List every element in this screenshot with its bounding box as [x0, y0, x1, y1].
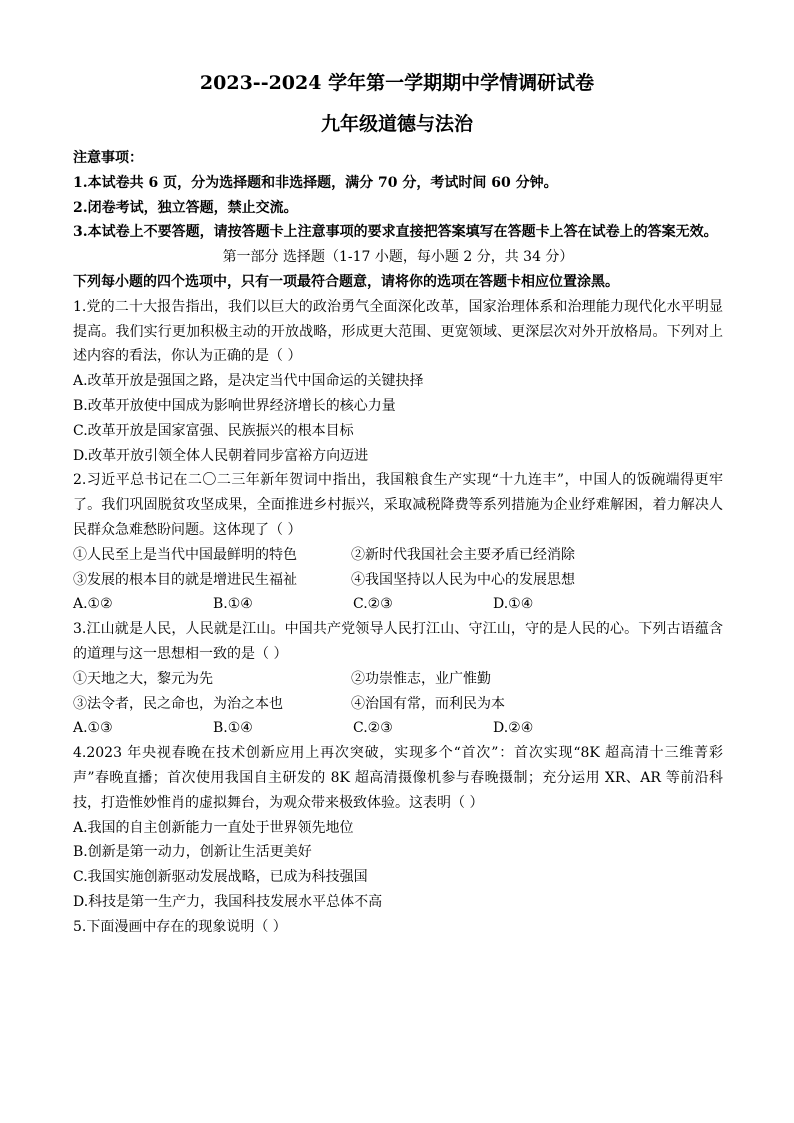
exam-title: 2023--2024 学年第一学期期中学情调研试卷: [199, 72, 595, 94]
question-3-items-row: [73, 667, 723, 692]
section-title: 第一部分 选择题（1-17 小题，每小题 2 分，共 34 分）: [222, 249, 574, 266]
notice-item: 2.闭卷考试，独立答题，禁止交流。: [73, 199, 298, 216]
question-2-item: ①人民至上是当代中国最鲜明的特色: [73, 546, 297, 563]
notice-item: 3.本试卷上不要答题，请按答题卡上注意事项的要求直接把答案填写在答题卡上答在试卷上的答案无效。: [73, 224, 718, 241]
question-2-option: A.①②: [73, 596, 113, 613]
section-instruction: 下列每小题的四个选项中，只有一项最符合题意，请将你的选项在答题卡相应位置涂黑。: [73, 273, 619, 290]
question-3-options: [73, 716, 723, 741]
exam-subject: 九年级道德与法治: [320, 113, 473, 135]
question-2-item: ②新时代我国社会主要矛盾已经消除: [351, 546, 575, 563]
question-3-stem: 3.江山就是人民，人民就是江山。中国共产党领导人民打江山、守江山，守的是人民的心。下列古语蕴含的道理与这一思想相一致的是（ ）: [73, 621, 723, 662]
question-3-item: ①天地之大，黎元为先: [73, 670, 213, 687]
question-4-option: C.我国实施创新驱动发展战略，已成为科技强国: [73, 869, 368, 886]
question-1-option: A.改革开放是强国之路，是决定当代中国命运的关键抉择: [73, 373, 424, 390]
question-2-options: [73, 592, 723, 617]
question-3-option: C.②③: [353, 720, 393, 737]
question-1-stem: 1.党的二十大报告指出，我们以巨大的政治勇气全面深化改革，国家治理体系和治理能力现代化水平明显提高。我们实行更加积极主动的开放战略，形成更大范围、更宽领域、更深层次对外开放格局。下列对上述内容的看法，你认为正确的是（ ）: [73, 298, 723, 365]
question-2-items-row: [73, 568, 723, 593]
question-1-option: D.改革开放引领全体人民朝着同步富裕方向迈进: [73, 447, 369, 464]
question-3-option: D.②④: [493, 720, 534, 737]
question-2-option: B.①④: [213, 596, 253, 613]
question-2-stem: 2.习近平总书记在二〇二三年新年贺词中指出，我国粮食生产实现“十九连丰”，中国人的饭碗端得更牢了。我们巩固脱贫攻坚成果，全面推进乡村振兴，采取减税降费等系列措施为企业纾难解困，着力解决人民群众急难愁盼问题。这体现了（ ）: [73, 472, 723, 538]
question-3-option: A.①③: [73, 720, 113, 737]
question-3-items-row: [73, 692, 723, 717]
question-2-option: D.①④: [493, 596, 534, 613]
question-2-item: ④我国坚持以人民为中心的发展思想: [351, 571, 575, 588]
question-2-option: C.②③: [353, 596, 393, 613]
question-2-items-row: [73, 543, 723, 568]
question-4-option: B.创新是第一动力，创新让生活更美好: [73, 844, 312, 861]
question-2-item: ③发展的根本目的就是增进民生福祉: [73, 571, 297, 588]
question-4-option: A.我国的自主创新能力一直处于世界领先地位: [73, 819, 354, 836]
notice-item: 1.本试卷共 6 页，分为选择题和非选择题，满分 70 分，考试时间 60 分钟。: [73, 174, 558, 191]
question-3-item: ③法令者，民之命也，为治之本也: [73, 695, 283, 712]
question-5-stem: 5.下面漫画中存在的现象说明（ ）: [73, 918, 287, 935]
question-3-option: B.①④: [213, 720, 253, 737]
question-4-stem: 4.2023 年央视春晚在技术创新应用上再次突破，实现多个“首次”：首次实现“8K 超高清十三维菁彩声”春晚直播；首次使用我国自主研发的 8K 超高清摄像机参与春晚摄制；充分运用 XR、AR 等前沿科技，打造惟妙惟肖的虚拟舞台，为观众带来极致体验。这表明（ ）: [73, 745, 723, 811]
question-1-option: C.改革开放是国家富强、民族振兴的根本目标: [73, 422, 354, 439]
question-3-item: ②功崇惟志，业广惟勤: [351, 670, 491, 687]
notice-heading: 注意事项：: [73, 150, 143, 166]
question-1-option: B.改革开放使中国成为影响世界经济增长的核心力量: [73, 397, 396, 414]
question-4-option: D.科技是第一生产力，我国科技发展水平总体不高: [73, 893, 383, 910]
exam-content: [73, 146, 723, 940]
question-3-item: ④治国有常，而利民为本: [351, 695, 505, 712]
